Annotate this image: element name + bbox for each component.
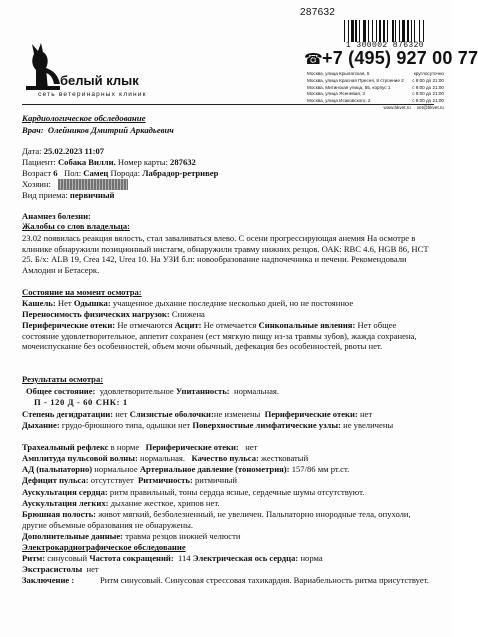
barcode-bar [372, 20, 373, 42]
ecg-rhythm-line: Ритм: синусовый Частота сокращений: 114 Электрическая ось сердца: норма [22, 553, 323, 563]
dehydration-line: Степень дегидратации: нет Слизистые оболочки:не изменены Периферические отеки: нет [22, 409, 373, 419]
barcode-bar [392, 20, 394, 42]
barcode-number: 1 300002 876320 [346, 41, 425, 50]
barcode-bar [379, 20, 381, 42]
complaints-title: Жалобы со слов владельца: [22, 221, 130, 231]
brand-tagline: сеть ветеринарных клиник [38, 91, 147, 98]
conclusion-label: Заключение : [22, 575, 75, 585]
barcode-bar [348, 20, 349, 42]
barcode-bar [368, 20, 369, 42]
complaints-text: 23.02 появилась реакция вялость, стал заваливаться влево. С осени прогрессирующая анемия На осмотре в клинике обнаружили позиционный нистагм, обнаружили травму нижних резцов. ОАК: RBC 4.6, HGB 86, HCT 25. Б/х: ALB 19, Crea 142, Urea 10. На УЗИ б.п: новообразование надпочечника и печени. Рекомендовали Амлодин и Бетасерк. [22, 233, 429, 275]
status-general: Периферические отеки: Не отмечаются Асцит: Не отмечается Синкопальные явления: Нет общее состояние удовлетворительное, аппетит сохранен (ест мягкую пищу из-за травмы зубов), жажда сохранена, мочеиспускание без особенностей, объем мочи обычный, дефекация без особенностей, рвоты нет. [22, 320, 417, 351]
extrasystole-line: Экстрасистолы нет [22, 564, 99, 574]
web-contacts [307, 105, 444, 112]
barcode-bar [383, 20, 385, 42]
extra-data-line: Дополнительные данные: травма резцов нижней челюсти [22, 531, 241, 541]
barcode-bar [376, 20, 377, 42]
barcode-bar [355, 20, 357, 42]
pulse-deficit-line: Дефицит пульса: отсутствует Ритмичность: ритмичный [22, 475, 237, 485]
breathing-line: Дыхание: грудо-брюшного типа, одышки нет Поверхностные лимфатические узлы: не увеличены [22, 420, 394, 430]
exam-general-line: Общее состояние: удовлетворительное Упитанность: нормальная. [26, 386, 280, 396]
address-row: Москва, улица Исаковского, 2 с 9:00 до 21:00 [307, 98, 444, 104]
barcode-bar [402, 20, 405, 42]
barcode-bar [419, 20, 420, 42]
patient-line: Пациент: Собака Вилли. Номер карты: 287632 [22, 157, 196, 167]
visit-type: Вид приема: первичный [22, 190, 115, 200]
barcode-bar [351, 20, 354, 42]
visit-date: Дата: 25.02.2023 11:07 [22, 146, 105, 156]
vitals-line: П - 120 Д - 60 СНК: 1 [34, 397, 128, 407]
barcode-bar [411, 20, 412, 42]
document-title: Кардиологическое обследование [22, 113, 146, 123]
barcode-bar [344, 20, 345, 42]
anamnesis-title: Анамнез болезни: [22, 211, 91, 221]
barcode-bar [423, 20, 424, 42]
barcode [344, 20, 448, 42]
heart-auscultation-line: Аускультация сердца: ритм правильный, тоны сердца ясные, сердечные шумы отсутствуют. [22, 487, 365, 497]
clinic-addresses [307, 71, 444, 112]
address-row: Москва, Митинская улица, 55, корпус 1 с 9:00 до 21:00 [307, 84, 444, 90]
abdomen-line: Брюшная полость: живот мягкий, безболезненный, не увеличен. Пальпаторно инородные тела, опухоли, другие объемные образования не обнаружены. [22, 509, 411, 530]
ecg-title: Электрокардиографическое обследование [22, 542, 186, 552]
email: vet@bkvet.ru [416, 104, 444, 110]
pulse-amplitude-line: Амплитуда пульсовой волны: нормальная. Качество пульса: жестковатый [22, 453, 309, 463]
website: www.bkvet.ru [383, 104, 411, 110]
tracheal-line: Трахеальный рефлекс в норме Периферические отеки: нет [22, 442, 258, 452]
wolf-logo-icon [22, 40, 62, 92]
card-number: 287632 [300, 7, 336, 18]
barcode-bar [387, 20, 388, 42]
cough-dyspnea-line: Кашель: Нет Одышка: учащенное дыхание последние несколько дней, но не постоянное [22, 298, 354, 308]
brand-name: белый клык [60, 73, 139, 88]
owner-redaction [58, 179, 128, 190]
phone-icon: ☎ [304, 50, 323, 68]
status-title: Состояние на момент осмотра: [22, 287, 142, 297]
patient-details: Возраст 6 Пол: Самец Порода: Лабрадор-ретривер [22, 168, 219, 178]
lung-auscultation-line: Аускультация легких: дыхание жесткое, хрипов нет. [22, 498, 220, 508]
header-divider [22, 104, 434, 105]
barcode-bar [414, 20, 415, 42]
address-row: Москва, улица Красная Пресня, 8 строение 2 с 9:00 до 21:00 [307, 77, 444, 83]
address-row: Москва, улица Ясеневая, 3 с 9:00 до 21:00 [307, 91, 444, 97]
barcode-bar [399, 20, 400, 42]
clinic-phone: +7 (495) 927 00 77 [322, 48, 478, 68]
address-row: Москва, улица Крылатская, 5 круглосуточно [307, 71, 444, 76]
barcode-bar [363, 20, 366, 42]
blood-pressure-line: АД (пальпаторно) нормальное Артериальное давление (тонометрия): 157/86 мм рт.ст. [22, 464, 350, 474]
doctor-name: Олейников Дмитрий Аркадьевич [47, 125, 174, 135]
barcode-bar [407, 20, 409, 42]
exam-title: Результаты осмотра: [22, 374, 104, 384]
barcode-bar [395, 20, 396, 42]
owner-line: Хозяин: [22, 179, 51, 189]
tolerance-line: Переносимость физических нагрузок: Снижена [22, 309, 205, 319]
conclusion-text: Ритм синусовый. Синусовая стрессовая тахикардия. Вариабельность ритма присутствует. [100, 575, 429, 585]
barcode-bar [359, 20, 360, 42]
doctor-line: Врач: Олейников Дмитрий Аркадьевич [22, 125, 174, 135]
